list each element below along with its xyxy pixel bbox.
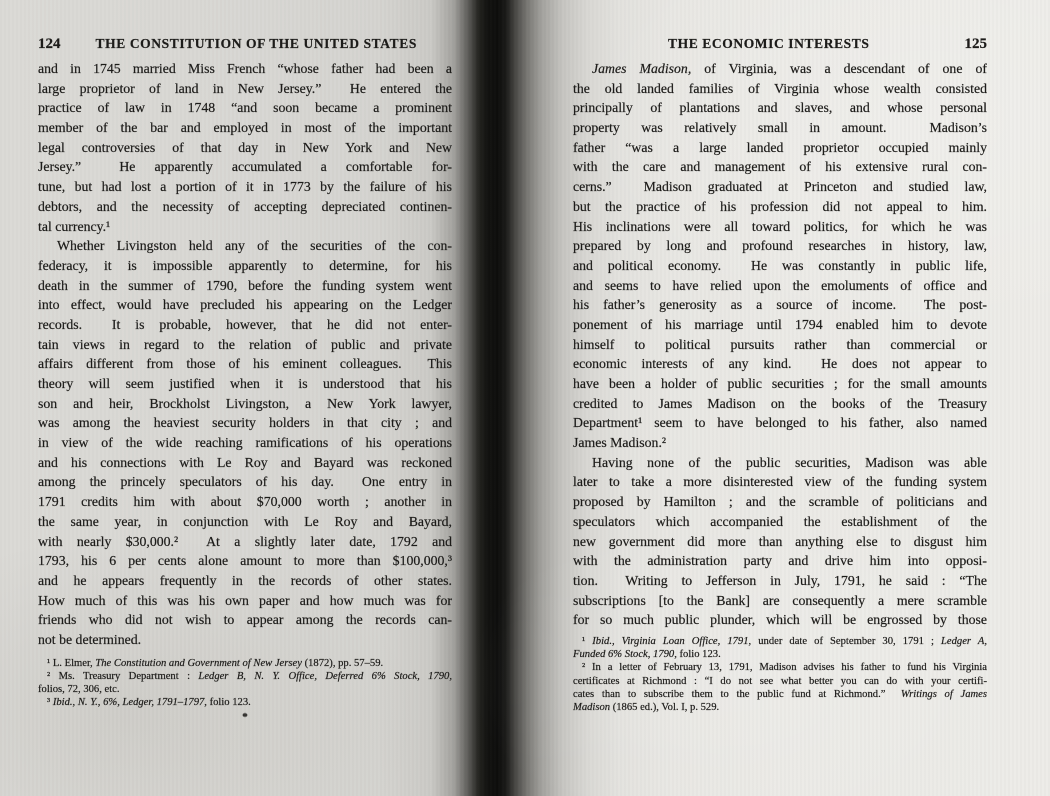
footnote-line: Madison (1865 ed.), Vol. I, p. 529. bbox=[573, 701, 720, 713]
text-line: large proprietor of land in New Jersey.” He entered the bbox=[38, 80, 452, 96]
footnote-line: ¹ Ibid., Virginia Loan Office, 1791, under date of September 30, 1791 ; Ledger A, bbox=[582, 635, 987, 647]
text-line: practice of law in 1748 “and soon became a prominent bbox=[38, 100, 452, 116]
text-line: but the practice of his profession did not appeal to him. bbox=[573, 198, 987, 214]
text-line: and his connections with Le Roy and Bayard was reckoned bbox=[38, 454, 452, 470]
text-line: affairs different from those of his eminent colleagues. This bbox=[38, 356, 452, 372]
section-mark: * bbox=[242, 711, 248, 724]
footnote-line: ² Ms. Treasury Department : Ledger B, N. Y. Office, Deferred 6% Stock, 1790, bbox=[47, 670, 452, 682]
text-line: Whether Livingston held any of the securities of the con- bbox=[57, 238, 452, 254]
text-line: records. It is probable, however, that he did not enter- bbox=[38, 316, 452, 332]
text-line: the same year, in conjunction with Le Roy and Bayard, bbox=[38, 513, 452, 529]
text-line: father “was a large landed proprietor occupied mainly bbox=[573, 139, 987, 155]
text-line: and he appears frequently in the records of other states. bbox=[38, 572, 452, 588]
text-line: subscriptions [to the Bank] are consequently a mere scramble bbox=[573, 592, 987, 608]
text-line: tune, but had lost a portion of it in 1773 by the failure of his bbox=[38, 179, 452, 195]
text-line: later to take a more disinterested view of the funding system bbox=[573, 474, 987, 490]
text-line: 1793, his 6 per cents alone amount to more than $100,000,³ bbox=[38, 553, 452, 569]
text-line: and seems to have relied upon the emoluments of office and bbox=[573, 277, 987, 293]
page-number-left: 124 bbox=[38, 36, 61, 52]
text-line: 1791 credits him with about $70,000 worth ; another in bbox=[38, 494, 452, 510]
text-line: himself to political pursuits rather than commercial or bbox=[573, 336, 987, 352]
right-page-footnotes bbox=[573, 635, 987, 714]
text-line: the old landed families of Virginia whose wealth consisted bbox=[573, 80, 987, 96]
text-line: prepared by long and profound researches in history, law, bbox=[573, 238, 987, 254]
text-line: among the princely speculators of his day. One entry in bbox=[38, 474, 452, 490]
text-line: theory will seem justified when it is understood that his bbox=[38, 376, 452, 391]
text-line: principally of plantations and slaves, and whose personal bbox=[573, 100, 987, 116]
text-line: Jersey.” He apparently accumulated a comfortable for- bbox=[38, 159, 452, 175]
text-line: James Madison, of Virginia, was a descendant of one of bbox=[592, 61, 987, 76]
text-line: have been a holder of public securities ; for the small amounts bbox=[573, 376, 987, 391]
text-line: friends who did not wish to appear among the records can- bbox=[38, 612, 452, 628]
text-line: for so much public plunder, which will be engrossed by those bbox=[573, 612, 987, 628]
left-page bbox=[38, 36, 452, 723]
text-line: economic interests of any kind. He does not appear to bbox=[573, 356, 987, 372]
left-page-header bbox=[38, 36, 452, 52]
right-page-header bbox=[573, 36, 987, 52]
text-line: was among the heaviest security holders in that city ; and bbox=[38, 415, 452, 431]
text-line: not be determined. bbox=[38, 631, 142, 647]
footnote-line: folios, 72, 306, etc. bbox=[38, 684, 120, 695]
footnote-line: certificates at Richmond : “I do not see what better you can do with your certifi- bbox=[573, 675, 987, 687]
text-line: his father’s generosity as a source of income. The post- bbox=[573, 297, 987, 313]
page-number-right: 125 bbox=[964, 36, 987, 52]
text-line: son and heir, Brockholst Livingston, a New York lawyer, bbox=[38, 395, 452, 411]
text-line: cerns.” Madison graduated at Princeton and studied law, bbox=[573, 179, 987, 195]
text-line: new government did more than anything else to disgust him bbox=[573, 533, 987, 549]
footnote-line: ³ Ibid., N. Y., 6%, Ledger, 1791–1797, folio 123. bbox=[47, 697, 251, 709]
text-line: member of the bar and employed in most of the important bbox=[38, 120, 452, 136]
text-line: in view of the wide reaching ramifications of his operations bbox=[38, 435, 452, 451]
text-line: James Madison.² bbox=[573, 435, 667, 451]
text-line: speculators which accompanied the establishment of the bbox=[573, 513, 987, 529]
footnote-line: ¹ L. Elmer, The Constitution and Government of New Jersey (1872), pp. 57–59. bbox=[47, 657, 384, 669]
text-line: proposed by Hamilton ; and the scramble of politicians and bbox=[573, 494, 987, 510]
right-page-body bbox=[573, 59, 987, 630]
left-page-body bbox=[38, 59, 452, 650]
text-line: His inclinations were all toward politics, for which he was bbox=[573, 218, 987, 234]
text-line: and political economy. He was constantly in public life, bbox=[573, 257, 987, 273]
left-page-footnotes bbox=[38, 657, 452, 710]
text-line: tal currency.¹ bbox=[38, 218, 111, 234]
text-line: property was relatively small in amount. Madison’s bbox=[573, 120, 987, 136]
footnote-line: cates than to subscribe them to the public fund at Richmond.” Writings of James bbox=[573, 688, 987, 700]
text-line: and in 1745 married Miss French “whose father had been a bbox=[38, 61, 452, 76]
text-line: legal controversies of that day in New York and New bbox=[38, 139, 452, 155]
text-line: death in the summer of 1790, before the funding system went bbox=[38, 277, 452, 293]
footnote-line: Funded 6% Stock, 1790, folio 123. bbox=[573, 649, 721, 661]
text-line: with the administration party and drive him into opposi- bbox=[573, 553, 987, 569]
running-head-left: THE CONSTITUTION OF THE UNITED STATES bbox=[95, 36, 417, 51]
right-page bbox=[573, 36, 987, 714]
text-line: federacy, it is impossible apparently to determine, for his bbox=[38, 257, 452, 273]
text-line: with the care and management of his extensive rural con- bbox=[573, 159, 987, 175]
text-line: How much of this was his own paper and how much was for bbox=[38, 592, 452, 608]
footnote-line: ² In a letter of February 13, 1791, Madison advises his father to fund his Virginia bbox=[582, 662, 987, 674]
text-line: debtors, and the necessity of accepting depreciated continen- bbox=[38, 198, 452, 214]
running-head-right: THE ECONOMIC INTERESTS bbox=[668, 36, 870, 51]
text-line: credited to James Madison on the books of the Treasury bbox=[573, 395, 987, 411]
text-line: with nearly $30,000.² At a slightly later date, 1792 and bbox=[38, 533, 452, 549]
text-line: Having none of the public securities, Madison was able bbox=[592, 454, 987, 470]
text-line: Department¹ seem to have belonged to his father, also named bbox=[573, 415, 987, 431]
text-line: tain views in regard to the relation of public and private bbox=[38, 336, 452, 352]
text-line: ponement of his marriage until 1794 enabled him to devote bbox=[573, 316, 987, 332]
text-line: into effect, would have precluded his appearing on the Ledger bbox=[38, 297, 452, 313]
text-line: tion. Writing to Jefferson in July, 1791, he said : “The bbox=[573, 572, 987, 588]
